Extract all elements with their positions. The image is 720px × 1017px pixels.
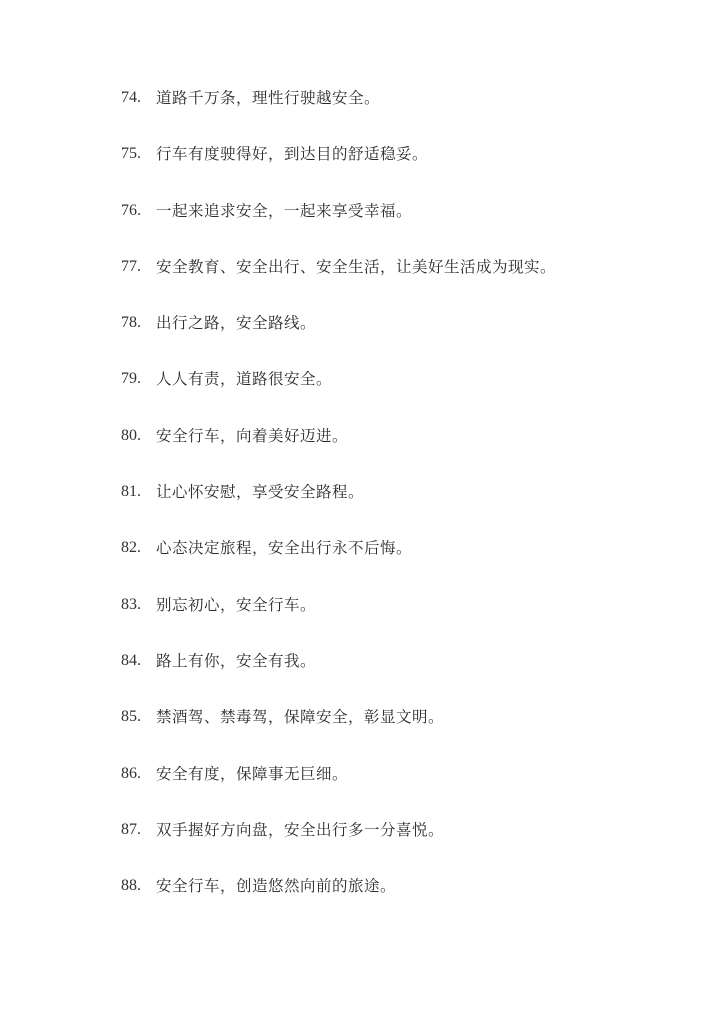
item-number: 78. — [121, 314, 141, 332]
item-number: 87. — [121, 820, 141, 838]
item-text: 路上有你，安全有我。 — [156, 651, 317, 670]
item-text: 禁酒驾、禁毒驾，保障安全，彰显文明。 — [156, 708, 445, 727]
item-number: 82. — [121, 539, 141, 557]
list-item — [121, 422, 556, 478]
list-item — [121, 253, 556, 309]
list-item — [121, 591, 556, 647]
list-item — [121, 197, 556, 253]
item-text: 行车有度驶得好，到达目的舒适稳妥。 — [156, 145, 429, 164]
list-item — [121, 703, 556, 759]
item-text: 别忘初心，安全行车。 — [156, 595, 317, 614]
item-text: 让心怀安慰，享受安全路程。 — [156, 483, 365, 502]
item-number: 79. — [121, 370, 141, 388]
list-item — [121, 478, 556, 534]
list-item — [121, 647, 556, 703]
list-item — [121, 365, 556, 421]
item-number: 85. — [121, 708, 141, 726]
item-text: 安全有度，保障事无巨细。 — [156, 764, 349, 783]
item-number: 74. — [121, 89, 141, 106]
item-text: 安全行车，向着美好迈进。 — [156, 426, 349, 445]
list-item — [121, 140, 556, 196]
item-text: 安全教育、安全出行、安全生活，让美好生活成为现实。 — [156, 257, 557, 276]
item-number: 77. — [121, 257, 141, 275]
list-item — [121, 534, 556, 590]
slogan-list — [121, 84, 556, 928]
item-number: 80. — [121, 426, 141, 444]
list-item — [121, 816, 556, 872]
list-item — [121, 760, 556, 816]
item-text: 心态决定旅程，安全出行永不后悔。 — [156, 539, 413, 558]
item-number: 88. — [121, 877, 141, 895]
item-text: 双手握好方向盘，安全出行多一分喜悦。 — [156, 820, 445, 839]
item-number: 81. — [121, 483, 141, 501]
list-item — [121, 872, 556, 928]
item-text: 安全行车，创造悠然向前的旅途。 — [156, 877, 397, 896]
item-number: 75. — [121, 145, 141, 163]
item-number: 86. — [121, 764, 141, 782]
item-text: 道路千万条，理性行驶越安全。 — [156, 89, 381, 107]
list-item — [121, 84, 556, 140]
item-text: 一起来追求安全，一起来享受幸福。 — [156, 201, 413, 220]
list-item — [121, 309, 556, 365]
item-text: 人人有责，道路很安全。 — [156, 370, 333, 389]
item-number: 76. — [121, 201, 141, 219]
item-text: 出行之路，安全路线。 — [156, 314, 317, 333]
item-number: 83. — [121, 595, 141, 613]
item-number: 84. — [121, 651, 141, 669]
